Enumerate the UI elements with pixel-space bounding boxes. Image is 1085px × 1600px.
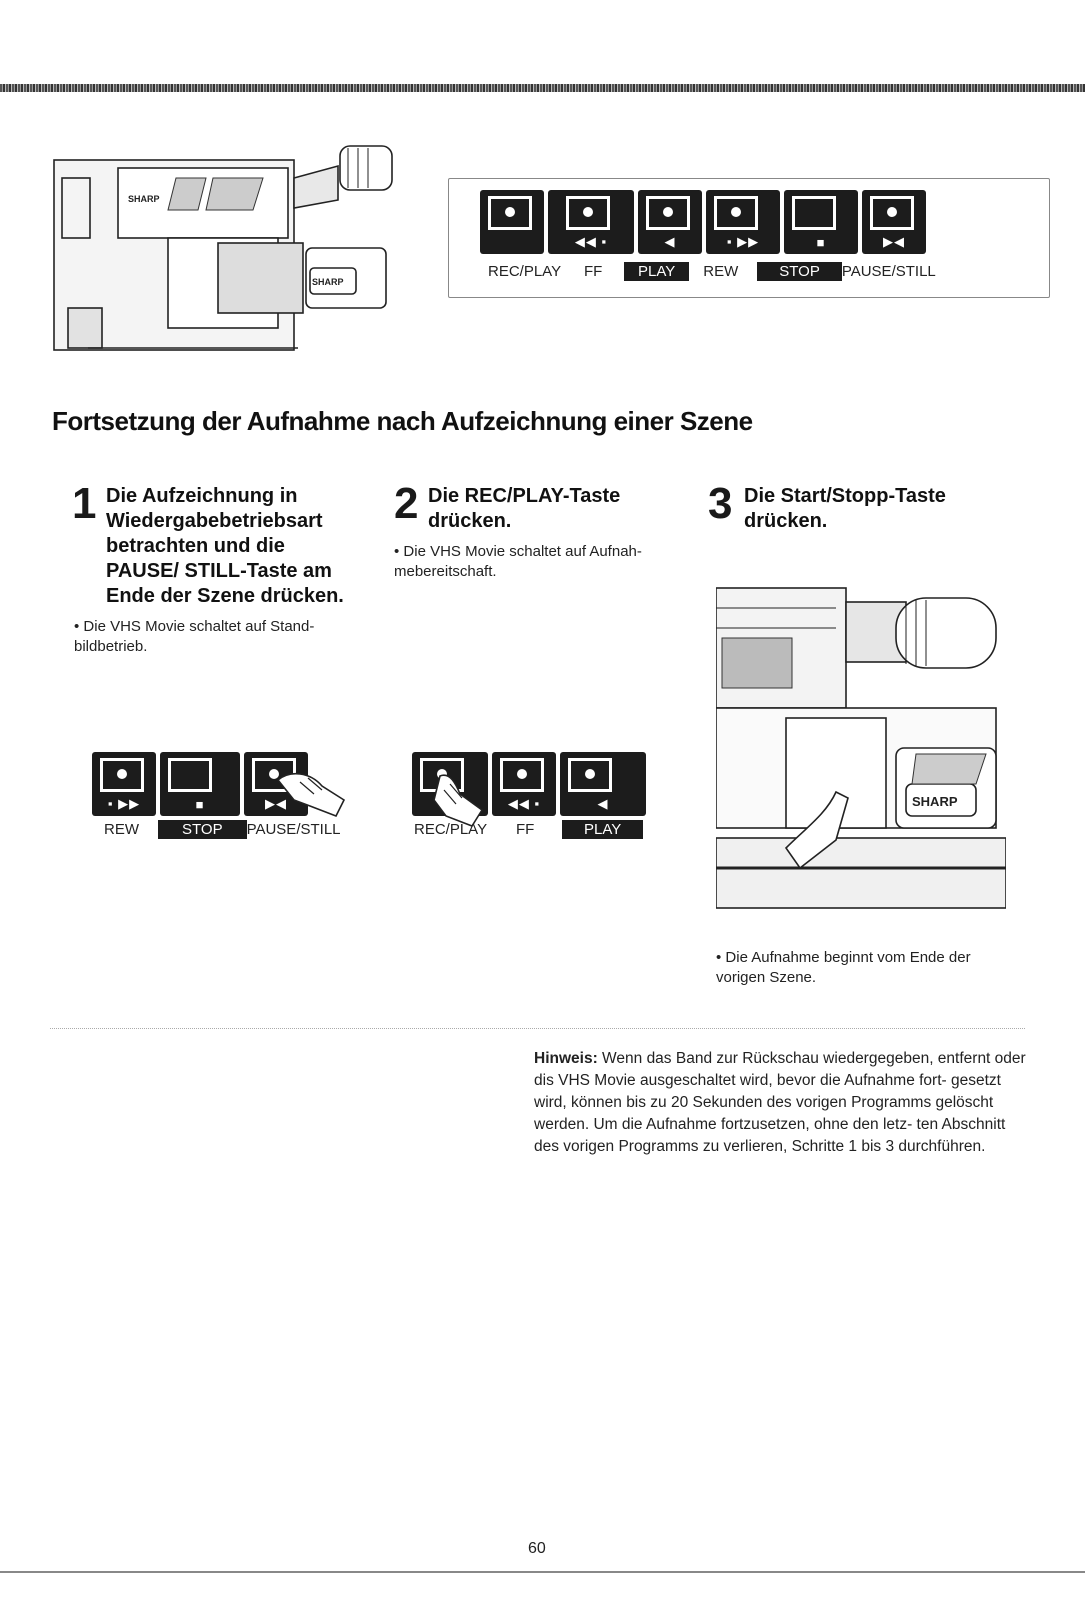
step-1-labels [104,820,341,839]
label-stop: STOP [757,262,842,281]
pause-still-icon: ▶◀ [883,234,905,249]
camera-brand-label: SHARP [912,794,958,809]
fast-forward-icon: ▪ ▶▶ [726,234,760,249]
stop-button[interactable] [784,190,858,254]
page-number: 60 [528,1540,546,1557]
camcorder-start-stop-illustration [716,578,1006,918]
top-decorative-rule [0,84,1085,92]
label-rec-play: REC/PLAY [488,263,562,280]
step-note: • Die VHS Movie schaltet auf Stand- bildbetrieb. [74,618,315,656]
bottom-rule [0,1571,1085,1573]
step-number: 1 [72,479,97,528]
step-3 [708,479,1008,534]
step-number: 2 [394,479,419,528]
step-note: • Die VHS Movie schaltet auf Aufnah- mebereitschaft. [394,543,642,581]
divider [50,1028,1025,1029]
label-rew: REW [703,263,739,280]
control-panel-labels [488,262,936,281]
label-pause-still: PAUSE/STILL [841,263,936,280]
camera-brand-label-side: SHARP [312,277,344,287]
play-left-icon: ◀ [597,796,609,811]
ff-button[interactable] [492,752,556,816]
camcorder-illustration [48,138,403,363]
label-rec-play: REC/PLAY [414,821,488,838]
play-left-icon: ◀ [664,234,676,249]
rec-play-button[interactable] [480,190,544,254]
rew-button[interactable] [706,190,780,254]
step-title: Die REC/PLAY-Taste drücken. [428,485,621,532]
rew-button[interactable] [92,752,156,816]
label-play: PLAY [562,820,643,839]
pause-still-button[interactable] [862,190,926,254]
rewind-icon: ◀◀ ▪ [574,234,608,249]
label-play: PLAY [624,262,689,281]
label-ff: FF [516,821,535,838]
stop-icon: ■ [195,797,205,812]
label-pause-still: PAUSE/STILL [246,821,341,838]
hint-paragraph [534,1048,1028,1158]
step-2 [394,479,684,583]
step-1 [72,479,352,658]
label-rew: REW [104,821,139,838]
label-stop: STOP [158,820,247,839]
play-button[interactable] [560,752,646,816]
pause-still-icon: ▶◀ [265,796,287,811]
pressing-hand-icon [270,760,350,820]
step-3-note: • Die Aufnahme beginnt vom Ende der vorigen Szene. [716,949,971,987]
control-panel-buttons [480,190,926,254]
camera-brand-label: SHARP [128,194,160,204]
step-title: Die Start/Stopp-Taste drücken. [744,485,946,532]
step-number: 3 [708,479,733,528]
hint-label: Hinweis: [534,1050,598,1067]
hint-text: Wenn das Band zur Rückschau wiedergegeben, entfernt oder dis VHS Movie ausgeschaltet wird, bevor die Aufnahme fort- gesetzt wird, können bis zu 20 Sekunden des vorigen Programms gelöscht werden. Um die Aufnahme fortzusetzen, ohne den letz- ten Abschnitt des vorigen Programms zu verlieren, Schritte 1 bis 3 durchführen. [534,1050,1026,1155]
play-button[interactable] [638,190,702,254]
label-ff: FF [584,263,603,280]
rewind-icon: ◀◀ ▪ [507,796,541,811]
step-2-labels [414,820,643,839]
ff-button[interactable] [548,190,634,254]
stop-button[interactable] [160,752,240,816]
step-title: Die Aufzeichnung in Wiedergabebetriebsart betrachten und die PAUSE/ STILL-Taste am Ende der Szene drücken. [106,485,344,607]
fast-forward-icon: ▪ ▶▶ [107,796,141,811]
section-heading: Fortsetzung der Aufnahme nach Aufzeichnung einer Szene [52,406,753,436]
stop-icon: ■ [816,235,826,250]
